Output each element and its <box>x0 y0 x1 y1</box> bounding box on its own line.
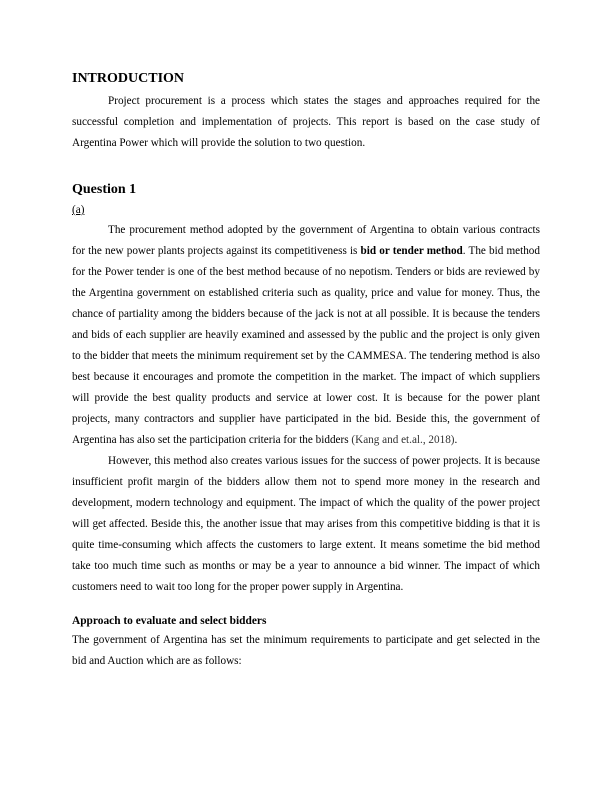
approach-heading: Approach to evaluate and select bidders <box>72 615 267 627</box>
procurement-method-paragraph <box>72 220 540 451</box>
paragraph-text-segment: . The bid method for the Power tender is one of the best method because of no nepotism. Tenders or bids are reviewed by the Argentina government on established criteria such as quality, price and value for money. Thus, the chance of partiality among the bidders because of the jack is not at all possible. It is because the tenders and bids of each supplier are heavily examined and assessed by the public and the project is only given to the bidder that meets the minimum requirement set by the CAMMESA. The tendering method is also best because it encourages and promote the competition in the market. The impact of which suppliers will provide the best quality products and service at lower cost. It is because for the power plant projects, many contractors and supplier have participated in the bid. Beside this, the government of Argentina has also set the participation criteria for the bidders <box>72 245 540 446</box>
citation: (Kang and et.al., 2018) <box>351 434 455 446</box>
question-1-heading: Question 1 <box>72 182 137 197</box>
sub-question-label: (a) <box>72 204 85 216</box>
introduction-heading: INTRODUCTION <box>72 71 185 86</box>
approach-paragraph: The government of Argentina has set the minimum requirements to participate and get selected in the bid and Auction which are as follows: <box>72 634 540 667</box>
bid-or-tender-method-emphasis: bid or tender method <box>360 245 463 257</box>
paragraph-text-segment: . <box>454 434 458 446</box>
paragraph-text-segment: The procurement method adopted by the government of Argentina to obtain various contracts for the new power plants projects against its competitiveness is <box>72 224 540 257</box>
introduction-paragraph: Project procurement is a process which states the stages and approaches required for the successful completion and implementation of projects. This report is based on the case study of Argentina Power which will provide the solution to two question. <box>72 95 540 149</box>
issues-paragraph: However, this method also creates various issues for the success of power projects. It is because insufficient profit margin of the bidders allow them not to spend more money in the research and development, modern technology and equipment. The impact of which the quality of the power project will get affected. Beside this, the another issue that may arises from this competitive bidding is that it is quite time-consuming which affects the customers to large extent. It means sometime the bid method take too much time such as months or may be a year to announce a bid winner. The impact of which customers need to wait too long for the proper power supply in Argentina. <box>72 455 540 593</box>
